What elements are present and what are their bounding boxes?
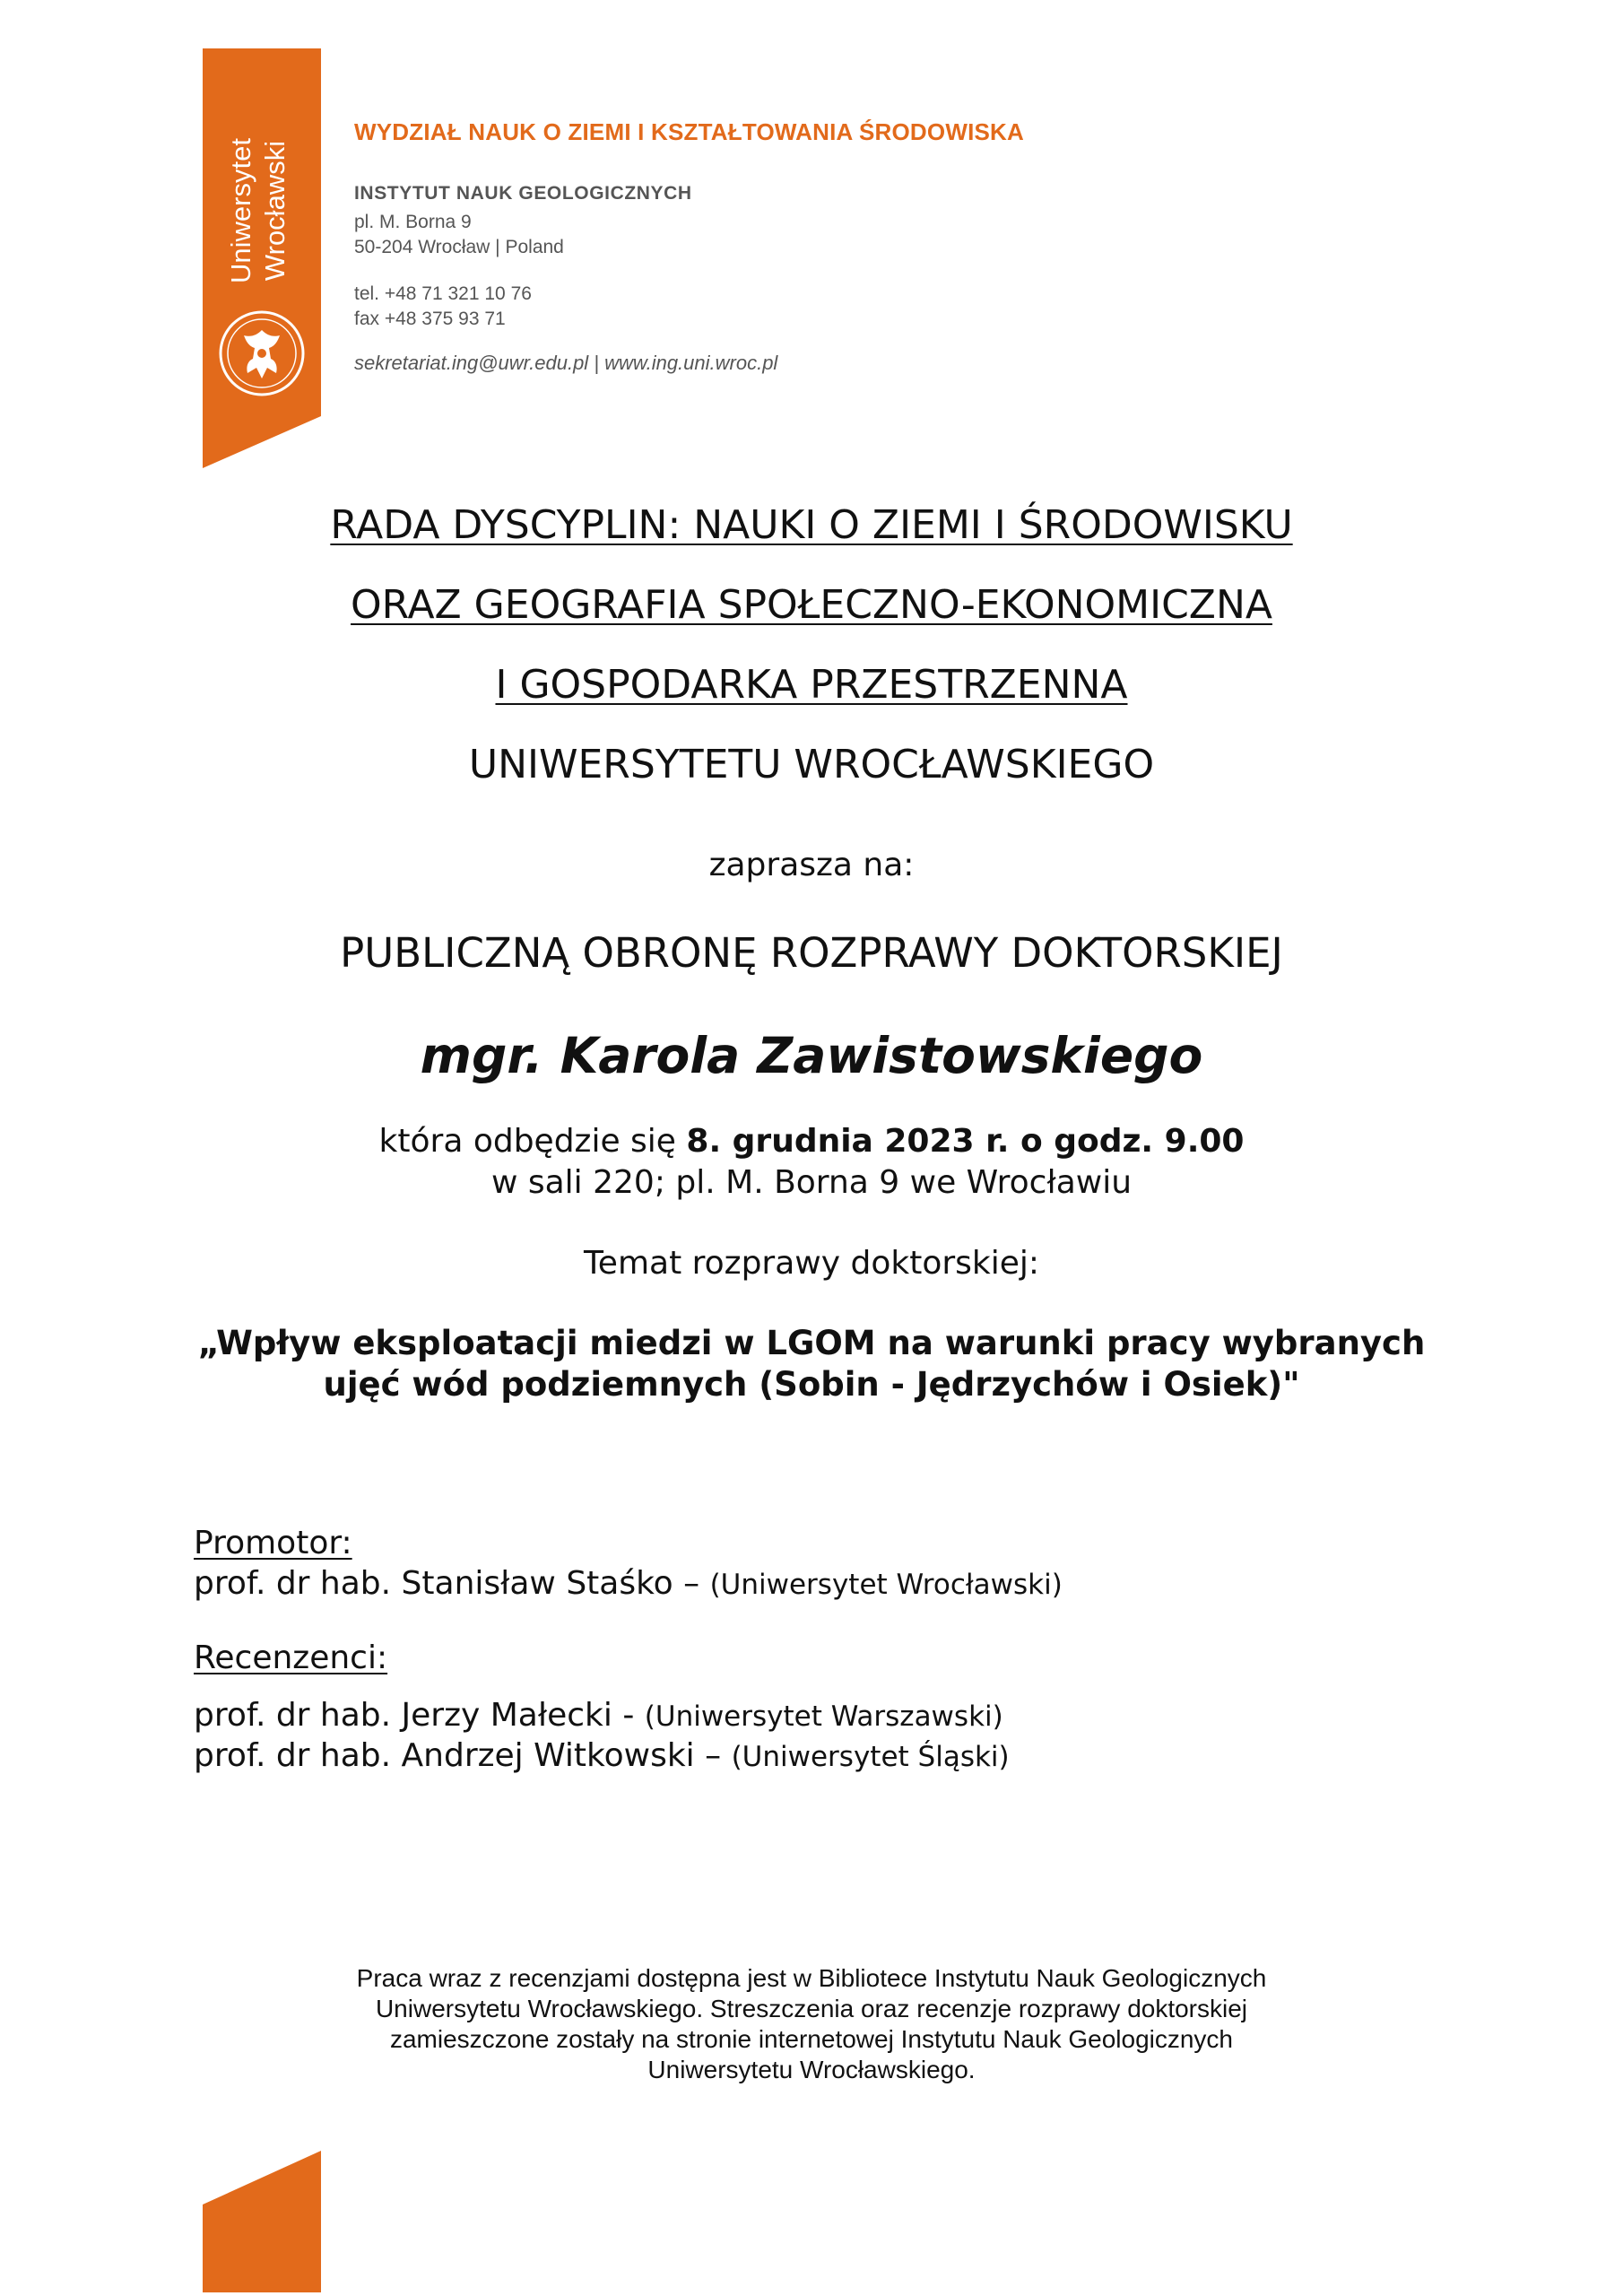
footer-note-line4: Uniwersytetu Wrocławskiego. (647, 2056, 976, 2083)
event-venue: w sali 220; pl. M. Borna 9 we Wrocławiu (490, 1164, 1133, 1201)
event-date: 8. grudnia 2023 r. o godz. 9.00 (686, 1123, 1245, 1160)
invitation-text: zaprasza na: (708, 847, 915, 883)
address-street: pl. M. Borna 9 (354, 212, 472, 232)
council-heading-line4: UNIWERSYTETU WROCŁAWSKIEGO (468, 742, 1155, 787)
contact-email-website: sekretariat.ing@uwr.edu.pl | www.ing.uni.wroc.pl (354, 352, 778, 374)
university-emblem-icon (217, 309, 307, 398)
university-name-logotype (210, 126, 308, 296)
date-prefix: która odbędzie się (378, 1123, 687, 1160)
council-heading-line1-text: RADA DYSCYPLIN: NAUKI O ZIEMI I ŚRODOWISKU (330, 502, 1293, 548)
reviewers-label: Recenzenci: (194, 1639, 388, 1676)
institute-name: INSTYTUT NAUK GEOLOGICZNYCH (354, 183, 692, 204)
university-name-line1: Uniwersytet (225, 138, 256, 283)
promoter-affiliation: (Uniwersytet Wrocławski) (709, 1569, 1063, 1601)
topic-label: Temat rozprawy doktorskiej: (583, 1245, 1040, 1282)
event-date-line (0, 1123, 1623, 1160)
university-name-line2: Wrocławski (259, 140, 291, 282)
thesis-title-line1: „Wpływ eksploatacji miedzi w LGOM na warunki pracy wybranych (197, 1324, 1426, 1362)
council-heading-line3-text: I GOSPODARKA PRZESTRZENNA (495, 662, 1128, 708)
reviewer-affiliation: (Uniwersytet Warszawski) (644, 1700, 1003, 1733)
footer-note-line1: Praca wraz z recenzjami dostępna jest w Bibliotece Instytutu Nauk Geologicznych (356, 1964, 1267, 1992)
address-city: 50-204 Wrocław | Poland (354, 237, 564, 257)
promoter-entry (194, 1565, 1063, 1602)
footer-note-line3: zamieszczone zostały na stronie internetowej Instytutu Nauk Geologicznych (389, 2025, 1234, 2053)
candidate-name: mgr. Karola Zawistowskiego (420, 1027, 1203, 1084)
reviewer-entry (194, 1737, 1010, 1774)
corner-decoration (203, 2151, 321, 2292)
reviewer-name: prof. dr hab. Jerzy Małecki - (194, 1697, 645, 1734)
council-heading-line3 (0, 662, 1623, 708)
footer-note-line2: Uniwersytetu Wrocławskiego. Streszczenia oraz recenzje rozprawy doktorskiej (375, 1995, 1248, 2022)
reviewer-entry (194, 1697, 1003, 1734)
event-title: PUBLICZNĄ OBRONĘ ROZPRAWY DOKTORSKIEJ (340, 929, 1283, 977)
reviewer-name: prof. dr hab. Andrzej Witkowski – (194, 1737, 732, 1774)
phone-number: tel. +48 71 321 10 76 (354, 283, 532, 304)
promoter-name: prof. dr hab. Stanisław Staśko – (194, 1565, 710, 1602)
council-heading-line2-text: ORAZ GEOGRAFIA SPOŁECZNO-EKONOMICZNA (351, 582, 1272, 628)
council-heading-line2 (0, 582, 1623, 628)
council-heading-line1 (0, 502, 1623, 548)
reviewer-affiliation: (Uniwersytet Śląski) (731, 1741, 1010, 1773)
fax-number: fax +48 375 93 71 (354, 309, 506, 329)
thesis-title-line2: ujęć wód podziemnych (Sobin - Jędrzychów i Osiek)" (323, 1365, 1300, 1404)
faculty-name: WYDZIAŁ NAUK O ZIEMI I KSZTAŁTOWANIA ŚRODOWISKA (354, 118, 1024, 145)
promoter-label: Promotor: (194, 1525, 352, 1561)
